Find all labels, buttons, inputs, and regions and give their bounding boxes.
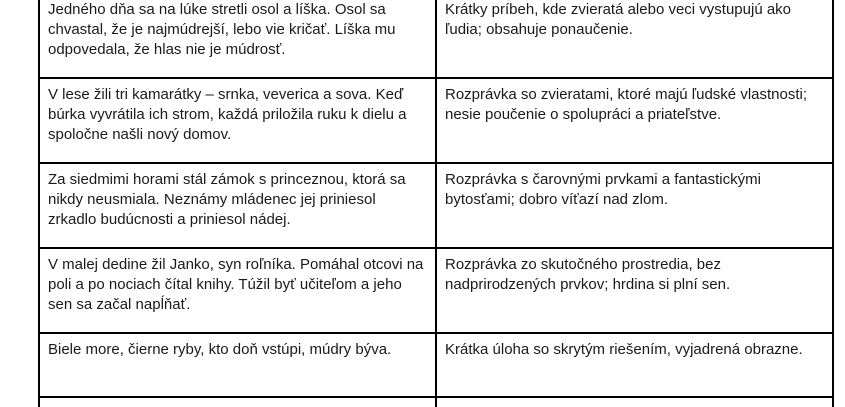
description-cell: Rozprávka s čarovnými prvkami a fantastickými bytosťami; dobro víťazí nad zlom. <box>436 163 833 248</box>
description-cell: Rozprávka so zvieratami, ktoré majú ľudské vlastnosti; nesie poučenie o spolupráci a priateľstve. <box>436 78 833 163</box>
description-cell: Krátky príbeh, kde zvieratá alebo veci vystupujú ako ľudia; obsahuje ponaučenie. <box>436 0 833 78</box>
story-cell: Jedného dňa sa na lúke stretli osol a líška. Osol sa chvastal, že je najmúdrejší, lebo vie kričať. Líška mu odpovedala, že hlas nie je múdrosť. <box>39 0 436 78</box>
story-cell: Za siedmimi horami stál zámok s princeznou, ktorá sa nikdy neusmiala. Neznámy mládenec jej priniesol zrkadlo budúcnosti a priniesol nádej. <box>39 163 436 248</box>
table-row <box>39 248 833 333</box>
story-cell: V malej dedine žil Janko, syn roľníka. Pomáhal otcovi na poli a po nociach čítal knihy. Túžil byť učiteľom a jeho sen sa začal napĺňať. <box>39 248 436 333</box>
description-cell: Rozprávka zo skutočného prostredia, bez nadprirodzených prvkov; hrdina si plní sen. <box>436 248 833 333</box>
story-cell <box>39 397 436 407</box>
table-row <box>39 78 833 163</box>
table-row <box>39 333 833 397</box>
description-cell: Krátka úloha so skrytým riešením, vyjadrená obrazne. <box>436 333 833 397</box>
story-cell: Biele more, čierne ryby, kto doň vstúpi, múdry býva. <box>39 333 436 397</box>
matching-table <box>38 0 834 407</box>
table-row <box>39 397 833 407</box>
table-row <box>39 163 833 248</box>
table-row <box>39 0 833 78</box>
description-cell <box>436 397 833 407</box>
story-cell: V lese žili tri kamarátky – srnka, veverica a sova. Keď búrka vyvrátila ich strom, každá priložila ruku k dielu a spoločne našli nový domov. <box>39 78 436 163</box>
